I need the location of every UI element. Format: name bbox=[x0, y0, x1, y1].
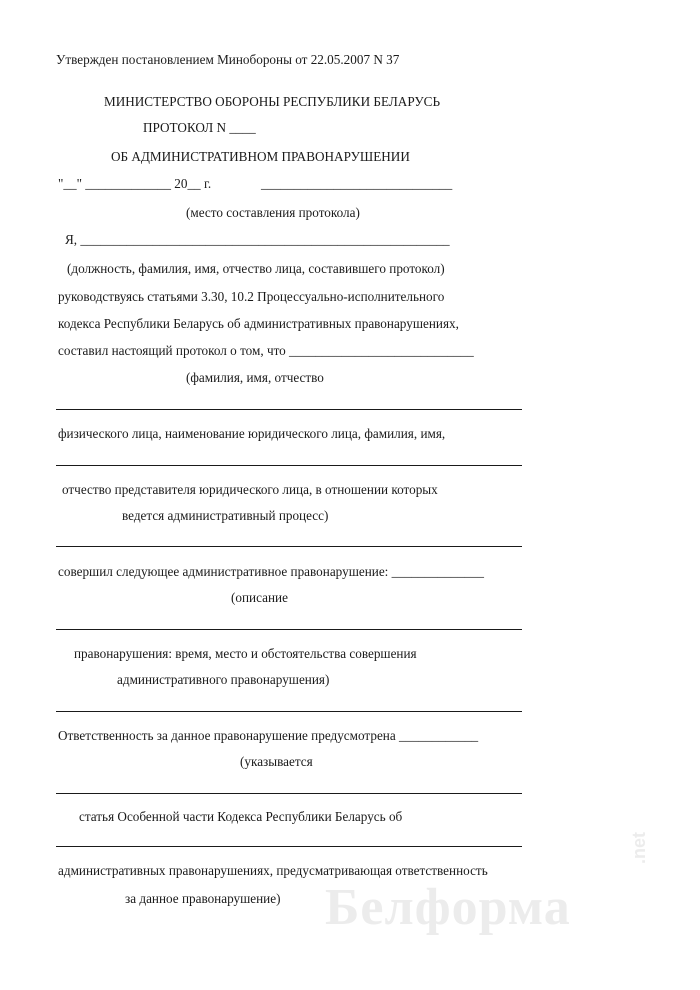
article-caption-4: за данное правонарушение) bbox=[125, 891, 281, 906]
author-line: Я, ________________________________________________________ bbox=[65, 232, 450, 247]
blank-line bbox=[56, 629, 522, 630]
article-caption-3: административных правонарушениях, предусматривающая ответственность bbox=[58, 863, 488, 878]
watermark-domain: .net bbox=[629, 831, 649, 864]
place-blank: _____________________________ bbox=[261, 176, 453, 191]
blank-line bbox=[56, 846, 522, 847]
person-caption-1: (фамилия, имя, отчество bbox=[186, 370, 324, 385]
place-caption: (место составления протокола) bbox=[186, 205, 360, 220]
article-caption-1: (указывается bbox=[240, 754, 313, 769]
watermark-logo: Белформа bbox=[325, 879, 571, 936]
offense-caption-3: административного правонарушения) bbox=[117, 672, 330, 687]
protocol-subject: ОБ АДМИНИСТРАТИВНОМ ПРАВОНАРУШЕНИИ bbox=[111, 149, 410, 164]
offense-line: совершил следующее административное правонарушение: ______________ bbox=[58, 564, 484, 579]
paragraph-line-3: составил настоящий протокол о том, что ____________________________ bbox=[58, 343, 474, 358]
blank-line bbox=[56, 711, 522, 712]
blank-line bbox=[56, 546, 522, 547]
approval-line: Утвержден постановлением Минобороны от 22.05.2007 N 37 bbox=[56, 52, 400, 67]
blank-line bbox=[56, 409, 522, 410]
protocol-title: ПРОТОКОЛ N ____ bbox=[143, 120, 256, 135]
person-caption-3: отчество представителя юридического лица, в отношении которых bbox=[62, 482, 438, 497]
blank-line bbox=[56, 465, 522, 466]
person-caption-4: ведется административный процесс) bbox=[122, 508, 329, 523]
article-caption-2: статья Особенной части Кодекса Республики Беларусь об bbox=[79, 809, 403, 824]
paragraph-line-1: руководствуясь статьями 3.30, 10.2 Процессуально-исполнительного bbox=[58, 289, 445, 304]
offense-caption-1: (описание bbox=[231, 590, 288, 605]
blank-line bbox=[56, 793, 522, 794]
offense-caption-2: правонарушения: время, место и обстоятельства совершения bbox=[74, 646, 417, 661]
date-line: "__" _____________ 20__ г. bbox=[58, 176, 212, 191]
author-caption: (должность, фамилия, имя, отчество лица, составившего протокол) bbox=[67, 261, 445, 276]
paragraph-line-2: кодекса Республики Беларусь об административных правонарушениях, bbox=[58, 316, 459, 331]
person-caption-2: физического лица, наименование юридического лица, фамилия, имя, bbox=[58, 426, 446, 441]
responsibility-line: Ответственность за данное правонарушение предусмотрена ____________ bbox=[58, 728, 479, 743]
ministry-heading: МИНИСТЕРСТВО ОБОРОНЫ РЕСПУБЛИКИ БЕЛАРУСЬ bbox=[104, 94, 441, 109]
